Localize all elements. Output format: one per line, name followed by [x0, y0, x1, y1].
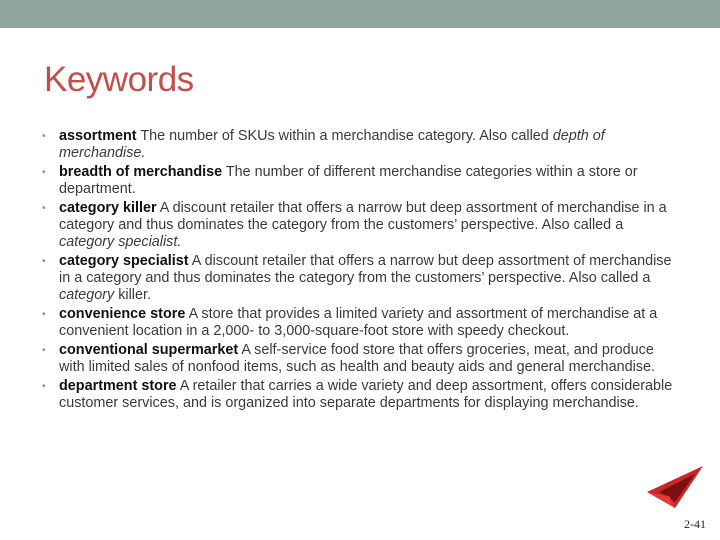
keyword-definition: A store that provides a limited variety and assortment of merchandise at a convenient location in a 2,000- to 3,000-square-foot store with speedy checkout.	[59, 306, 658, 340]
keyword-definition: A retailer that carries a wide variety and deep assortment, offers considerable customer services, and is organized into separate departments for displaying merchandise.	[59, 377, 673, 412]
keyword-term: convenience store	[59, 306, 186, 323]
keyword-definition: The number of different merchandise categories within a store or department.	[59, 163, 638, 198]
keyword-definition: A discount retailer that offers a narrow but deep assortment of merchandise in a category and thus dominates the category from the customers’ perspective. Also called a	[59, 252, 672, 287]
bullet-icon: •	[42, 380, 46, 392]
keyword-definition: A self-service food store that offers groceries, meat, and produce with limited sales of nonfood items, such as health and beauty aids and general merchandise.	[59, 341, 655, 376]
bullet-icon: •	[42, 166, 46, 178]
list-item	[42, 200, 682, 252]
keyword-term: breadth of merchandise	[59, 163, 223, 180]
keyword-term: department store	[59, 377, 177, 394]
keyword-emphasis: category specialist.	[59, 234, 182, 251]
keyword-definition: A discount retailer that offers a narrow but deep assortment of merchandise in a category and thus dominates the category from the customers’ perspective. Also called a	[59, 199, 667, 234]
bullet-icon: •	[42, 344, 46, 356]
bullet-icon: •	[42, 131, 46, 142]
page-number: 2-41	[684, 517, 706, 531]
top-bar	[0, 0, 720, 28]
list-item	[42, 342, 682, 376]
list-item	[42, 128, 682, 162]
keyword-emphasis: depth of merchandise.	[59, 128, 605, 162]
keyword-tail: killer.	[114, 287, 151, 304]
list-item	[42, 306, 682, 340]
list-item	[42, 378, 682, 412]
list-item	[42, 164, 682, 198]
publisher-logo-icon	[645, 462, 705, 512]
bullet-icon: •	[42, 255, 46, 267]
slide-title: Keywords	[44, 60, 194, 99]
bullet-icon: •	[42, 202, 46, 214]
keyword-definition: The number of SKUs within a merchandise category. Also called	[136, 128, 553, 144]
keyword-list	[42, 128, 682, 414]
keyword-term: category killer	[59, 199, 157, 216]
keyword-term: assortment	[59, 128, 137, 144]
keyword-emphasis: category	[59, 287, 115, 304]
list-item	[42, 253, 682, 305]
keyword-term: category specialist	[59, 252, 189, 269]
keyword-term: conventional supermarket	[59, 341, 239, 358]
bullet-icon: •	[42, 309, 46, 321]
